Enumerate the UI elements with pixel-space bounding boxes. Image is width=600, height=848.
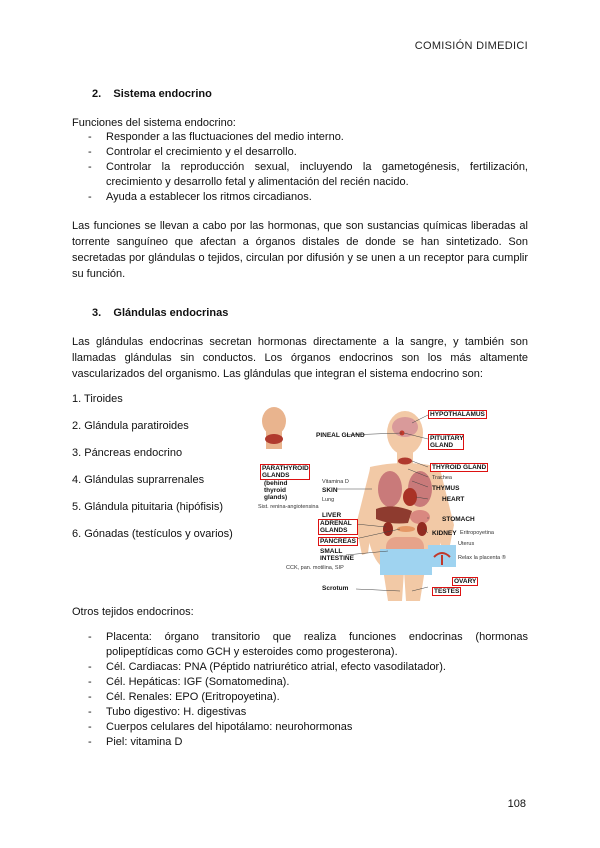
lung-left xyxy=(378,471,402,507)
section2-intro: Funciones del sistema endocrino: xyxy=(72,117,236,129)
label-cck: CCK, pan. motilina, SIP xyxy=(286,565,344,571)
gland-item: 4. Glándulas suprarrenales xyxy=(72,474,205,486)
list-item: - Cél. Cardiacas: PNA (Péptido natriurético atrial, efecto vasodilatador). xyxy=(72,660,528,675)
label-pancreas: PANCREAS xyxy=(320,538,356,545)
functions-list xyxy=(72,130,528,205)
gland-item: 5. Glándula pituitaria (hipófisis) xyxy=(72,501,224,513)
gland-item: 6. Gónadas (testículos y ovarios) xyxy=(72,528,233,540)
others-title: Otros tejidos endocrinos: xyxy=(72,606,194,618)
inset-head xyxy=(262,407,286,435)
label-pituitary: PITUITARY GLAND xyxy=(430,435,464,449)
inset-thyroid xyxy=(265,434,283,444)
label-placenta: Relax la placenta ® xyxy=(458,555,506,561)
label-heart: HEART xyxy=(442,496,465,503)
label-uterus: Uterus xyxy=(458,541,475,547)
label-trachea: Trachea xyxy=(432,475,452,481)
gland-item: 2. Glándula paratiroides xyxy=(72,420,189,432)
header-org: COMISIÓN DIMEDICI xyxy=(414,40,528,52)
label-scrotum: Scrotum xyxy=(322,585,349,592)
kidney-left xyxy=(383,522,393,536)
others-list xyxy=(72,630,528,750)
label-epo: Eritropoyetina xyxy=(460,530,494,536)
label-liver: LIVER xyxy=(322,512,342,519)
label-adrenal: ADRENAL GLANDS xyxy=(318,519,358,535)
label-pineal: PINEAL GLAND xyxy=(316,432,365,439)
thyroid xyxy=(398,458,412,465)
page-number: 108 xyxy=(507,798,526,810)
list-item: - Cuerpos celulares del hipotálamo: neurohormonas xyxy=(72,720,528,735)
label-ovary: OVARY xyxy=(454,578,477,585)
list-item: - Cél. Hepáticas: IGF (Somatomedina). xyxy=(72,675,528,690)
label-lung: Lung xyxy=(322,497,335,503)
label-renin: Sist. renina-angiotensina xyxy=(258,504,319,510)
gland-item: 3. Páncreas endocrino xyxy=(72,447,183,459)
label-hypothalamus: HYPOTHALAMUS xyxy=(430,411,485,418)
label-testes: TESTES xyxy=(434,588,460,595)
list-item: - Controlar el crecimiento y el desarrollo. xyxy=(72,145,528,160)
list-item: - Controlar la reproducción sexual, incluyendo la gametogénesis, fertilización, crecimiento y desarrollo fetal y alimentación del recién nacido. xyxy=(72,160,528,190)
section3-paragraph: Las glándulas endocrinas secretan hormonas directamente a la sangre, y también son llamadas glándulas sin conductos. Los órganos endocrinos son los más altamente vascularizados del organismo. Las glándulas que integran el sistema endocrino son: xyxy=(72,336,528,380)
label-vitd: Vitamina D xyxy=(322,479,349,485)
section2-paragraph: Las funciones se llevan a cabo por las hormonas, que son sustancias químicas liberadas al torrente sanguíneo que afectan a órganos distales de donde se han sintetizado. Son secretadas por glándulas o tejidos, circulan por difusión y se unen a un receptor para cumplir su función. xyxy=(72,220,528,280)
kidney-right xyxy=(417,522,427,536)
section2-title: 2. Sistema endocrino xyxy=(92,88,212,100)
label-skin: SKIN xyxy=(322,487,338,494)
endocrine-figure xyxy=(252,405,524,601)
blue-box-intestine xyxy=(380,549,432,575)
list-item: - Responder a las fluctuaciones del medio interno. xyxy=(72,130,528,145)
list-item: - Cél. Renales: EPO (Eritropoyetina). xyxy=(72,690,528,705)
list-item: - Ayuda a establecer los ritmos circadianos. xyxy=(72,190,528,205)
label-stomach: STOMACH xyxy=(442,516,475,523)
heart xyxy=(403,488,417,506)
label-thyroid: THYROID GLAND xyxy=(432,464,487,471)
label-parathyroid: PARATHYROID GLANDS xyxy=(262,465,309,479)
label-small-intestine: SMALL INTESTINE xyxy=(320,548,354,562)
gland-item: 1. Tiroides xyxy=(72,393,123,405)
label-thymus: THYMUS xyxy=(432,485,460,492)
label-parathyroid-sub: (behind thyroid glands) xyxy=(264,480,288,501)
stomach xyxy=(410,510,430,524)
list-item: - Placenta: órgano transitorio que realiza funciones endocrinas (hormonas polipeptídicas como GCH y esteroides como progesterona). xyxy=(72,630,528,660)
list-item: - Piel: vitamina D xyxy=(72,735,528,750)
label-kidney: KIDNEY xyxy=(432,530,457,537)
list-item: - Tubo digestivo: H. digestivas xyxy=(72,705,528,720)
brain xyxy=(392,417,418,437)
section3-title: 3. Glándulas endocrinas xyxy=(92,307,229,319)
